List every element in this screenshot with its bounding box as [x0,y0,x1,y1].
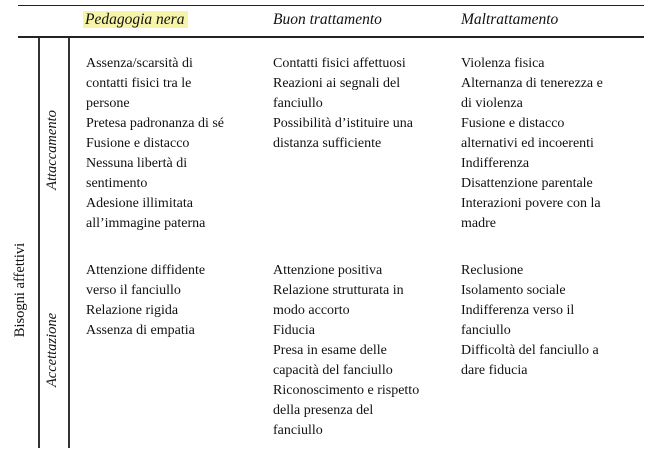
cell-line: madre [461,216,496,231]
cell-accettazione-pedagogia-nera [86,261,205,341]
cell-line: Assenza/scarsità di [86,56,193,71]
cell-line: Violenza fisica [461,56,545,71]
cell-line: fanciullo [273,423,323,438]
cell-line: Fiducia [273,323,315,338]
cell-line: Riconoscimento e rispetto [273,383,420,398]
cell-line: Contatti fisici affettuosi [273,56,406,71]
table-top-rule [18,5,644,6]
cell-line: Adesione illimitata [86,196,193,211]
group-label-attaccamento: Attaccamento [44,110,60,190]
cell-line: Relazione rigida [86,303,179,318]
row-header-divider [38,38,40,448]
cell-line: dare fiducia [461,363,528,378]
cell-line: Attenzione diffidente [86,263,206,278]
cell-line: contatti fisici tra le [86,76,192,91]
cell-attaccamento-pedagogia-nera [86,54,224,234]
cell-line: fanciullo [273,96,323,111]
cell-line: modo accorto [273,303,350,318]
cell-line: Disattenzione parentale [461,176,593,191]
cell-line: persone [86,96,130,111]
cell-line: verso il fanciullo [86,283,181,298]
cell-line: Possibilità d’istituire una [273,116,413,131]
cell-line: Indifferenza [461,156,530,171]
column-header-buon-trattamento: Buon trattamento [273,11,382,28]
cell-line: Fusione e distacco [86,136,190,151]
cell-accettazione-maltrattamento [461,261,599,381]
column-header-maltrattamento: Maltrattamento [461,11,559,28]
cell-attaccamento-buon-trattamento [273,54,413,154]
cell-line: della presenza del [273,403,374,418]
group-label-divider [68,38,70,448]
cell-line: di violenza [461,96,523,111]
cell-line: Interazioni povere con la [461,196,601,211]
cell-line: Fusione e distacco [461,116,565,131]
cell-line: Indifferenza verso il [461,303,575,318]
cell-line: Pretesa padronanza di sé [86,116,224,131]
cell-line: sentimento [86,176,148,191]
cell-accettazione-buon-trattamento [273,261,419,441]
cell-line: Isolamento sociale [461,283,566,298]
cell-line: Reclusione [461,263,524,278]
cell-line: distanza sufficiente [273,136,382,151]
cell-line: Nessuna libertà di [86,156,188,171]
cell-line: Assenza di empatia [86,323,195,338]
column-header-pedagogia-nera [83,11,188,29]
cell-line: alternativi ed incoerenti [461,136,594,151]
cell-line: all’immagine paterna [86,216,206,231]
cell-line: Difficoltà del fanciullo a [461,343,599,358]
cell-line: Alternanza di tenerezza e [461,76,603,91]
cell-line: Reazioni ai segnali del [273,76,401,91]
cell-line: Attenzione positiva [273,263,383,278]
cell-attaccamento-maltrattamento [461,54,603,234]
cell-line: capacità del fanciullo [273,363,393,378]
highlighted-header-text: Pedagogia nera [83,11,188,28]
cell-line: fanciullo [461,323,511,338]
group-label-accettazione: Accettazione [44,312,60,388]
row-header-bisogni-affettivi: Bisogni affettivi [12,242,28,338]
cell-line: Relazione strutturata in [273,283,404,298]
cell-line: Presa in esame delle [273,343,387,358]
header-rule [18,36,644,38]
